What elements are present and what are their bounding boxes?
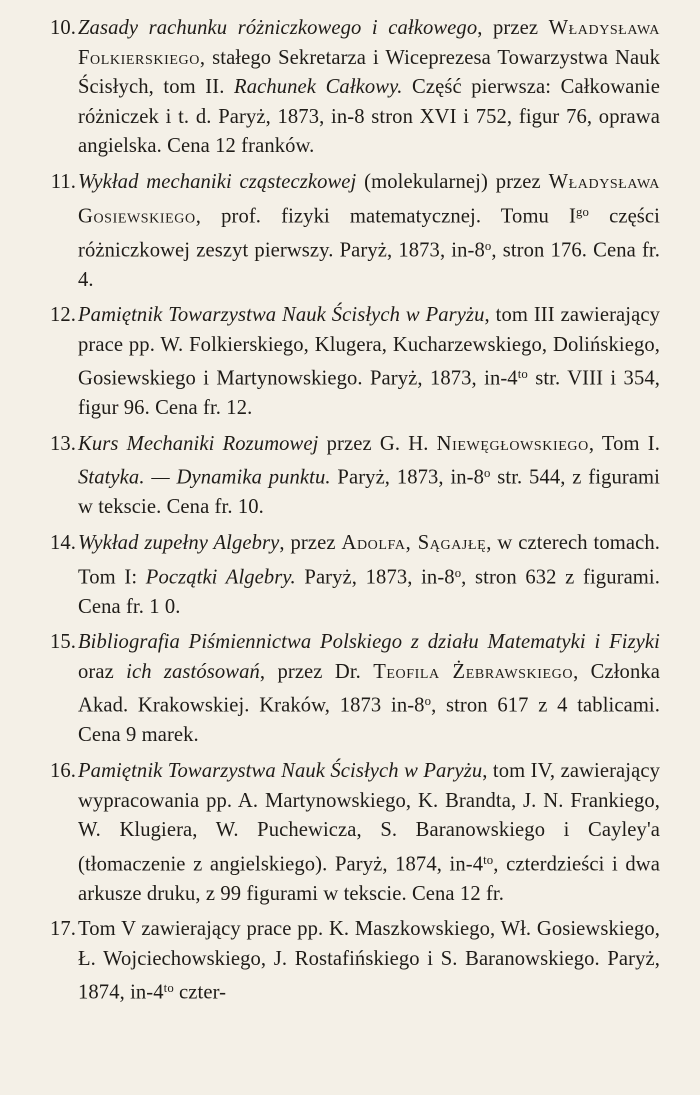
entry-text: Paryż, 1873, in-8 [330,466,485,489]
entry-number: 11. [50,170,76,193]
superscript: to [483,852,494,867]
entry-text: Paryż, 1873, in-8 [295,565,455,588]
entry-text: , stron 176. Cena fr. 4. [78,238,660,291]
entry-number: 10. [49,17,76,39]
bibliography-entry [48,14,660,162]
entry-text: Część pierwsza: Całkowanie różniczek i t. d. Paryż, 1873, in-8 stron XVI i 752, figur 76, oprawa angielska. Cena 12 franków. [78,76,660,158]
bibliography-entry [48,529,660,622]
entry-title-italic: Wykład mechaniki cząsteczkowej [78,170,357,193]
superscript: o [424,694,432,709]
entry-title-italic: Rachunek Całkowy. [234,76,403,99]
entry-text: czter- [173,981,227,1004]
author-name: Adolfa, Sągajłę [341,532,487,554]
entry-number: 14. [49,532,76,554]
entry-title-italic: Kurs Mechaniki Rozumowej [78,432,319,455]
entry-text: , tom III zawierający prace pp. W. Folkierskiego, Klugera, Kucharzewskiego, Dolińskiego, Gosiewskiego i Martynowskiego. Paryż, 1873, in-4 [78,304,660,390]
superscript: o [454,565,462,580]
entry-title-italic: Zasady rachunku różniczkowego i całkowego [78,17,478,39]
entry-number: 13. [49,432,76,455]
author-name: Teofila Żebrawskiego [373,660,574,683]
entry-text: str. VIII i 354, figur 96. Cena fr. 12. [78,367,660,420]
entry-number: 12. [49,304,76,327]
entry-text: , stron 617 z 4 tablicami. Cena 9 marek. [78,694,661,747]
superscript: to [517,367,528,382]
superscript: to [163,981,174,996]
author-name: Władysława Gosiewskiego [78,170,660,227]
bibliography-entry [48,430,660,523]
entry-text: , Tom I. [588,432,660,455]
entry-text: , stałego Sekretarza i Wiceprezesa Towarzystwa Nauk Ścisłych, tom II. [78,46,660,99]
entry-text: , stron 632 z figurami. Cena fr. 1 0. [78,565,660,618]
entry-number: 17. [49,918,76,941]
entry-title-italic: Bibliografia Piśmiennictwa Polskiego z działu Matematyki i Fizyki [78,631,660,654]
entry-text: , przez [279,532,342,554]
entry-text: Tom V zawierający prace pp. K. Maszkowskiego, Wł. Gosiewskiego, Ł. Wojciechowskiego, J. Rostafińskiego i S. Baranowskiego. Paryż, 1874, in-4 [78,918,660,1004]
entry-text: str. 544, z figurami w tekscie. Cena fr. 10. [78,466,660,519]
entry-text: (molekularnej) przez [356,170,549,193]
entry-text: , Członka Akad. Krakowskiej. Kraków, 1873 in-8 [78,660,660,717]
entry-text: części różniczkowej zeszyt pierwszy. Paryż, 1873, in-8 [78,204,660,261]
superscript: go [576,204,589,219]
entry-text: przez G. H. [318,432,437,455]
entry-number: 15. [49,631,76,654]
entry-text: oraz [78,660,127,683]
entry-title-italic: Początki Algebry. [145,565,296,588]
author-name: Niewęgłowskiego [436,432,589,455]
superscript: o [484,238,492,253]
superscript: o [484,466,491,481]
entry-title-italic: Pamiętnik Towarzystwa Nauk Ścisłych w Paryżu [78,304,485,327]
entry-text: , tom IV, zawierający wypracowania pp. A. Martynowskiego, K. Brandta, J. N. Frankiego, W. Klugiera, W. Puchewicza, S. Baranowskiego i Cayley'a (tłomaczenie z angielskiego). Paryż, 1874, in-4 [78,759,660,876]
entry-text: , przez [477,17,549,39]
entry-title-italic: Wykład zupełny Algebry [78,532,280,554]
entry-text: , w czterech tomach. Tom I: [78,532,660,588]
bibliography-list [48,14,660,1014]
entry-title-italic: Pamiętnik Towarzystwa Nauk Ścisłych w Paryżu [78,759,483,782]
entry-text: , przez Dr. [259,660,374,683]
entry-text: , czterdzieści i dwa arkusze druku, z 99 figurami w tekscie. Cena 12 fr. [78,853,660,905]
entry-text: , prof. fizyki matematycznej. Tomu I [195,204,577,227]
bibliography-entry [48,168,660,295]
bibliography-entry [48,301,660,424]
entry-title-italic: ich zastósowań [126,660,260,683]
bibliography-entry [48,628,660,751]
bibliography-entry [48,757,660,909]
entry-number: 16. [49,759,76,782]
author-name: Władysława Folkierskiego [78,17,660,69]
entry-title-italic: Statyka. — Dynamika punktu. [78,466,331,489]
bibliography-entry [48,915,660,1008]
